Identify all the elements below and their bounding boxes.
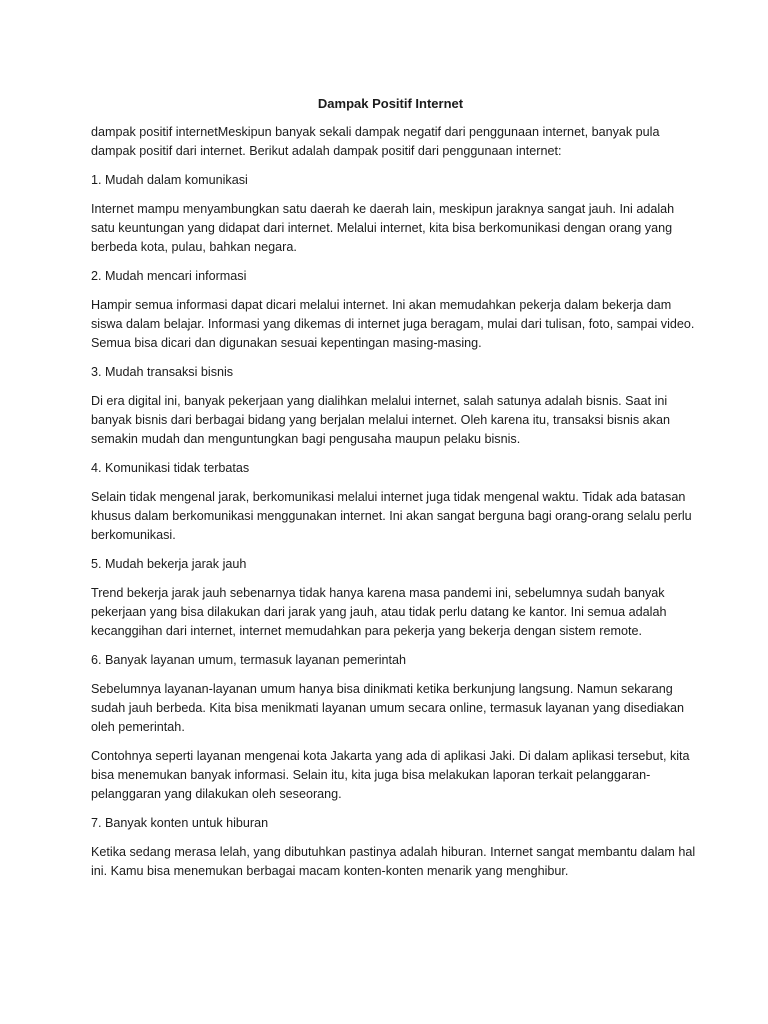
section-heading: 4. Komunikasi tidak terbatas [91,461,250,475]
section-paragraph: Selain tidak mengenal jarak, berkomunikasi melalui internet juga tidak mengenal waktu. Tidak ada batasan khusus dalam berkomunikasi menggunakan internet. Ini akan sangat berguna bagi orang-orang selalu perlu berkomunikasi. [91,490,692,542]
document-title: Dampak Positif Internet [317,96,464,111]
section-paragraph: Contohnya seperti layanan mengenai kota Jakarta yang ada di aplikasi Jaki. Di dalam aplikasi tersebut, kita bisa menemukan banyak informasi. Selain itu, kita juga bisa melakukan laporan terkait pelanggaran-pelanggaran yang dilakukan oleh seseorang. [91,749,690,801]
section-heading: 2. Mudah mencari informasi [91,269,247,283]
section-4 [91,459,698,545]
section-paragraph: Hampir semua informasi dapat dicari melalui internet. Ini akan memudahkan pekerja dalam bekerja dam siswa dalam belajar. Informasi yang dikemas di internet juga beragam, mulai dari tulisan, foto, sampai video. Semua bisa dicari dan digunakan sesuai kepentingan masing-masing. [91,298,695,350]
section-7 [91,814,698,881]
section-1 [91,171,698,257]
section-heading: 3. Mudah transaksi bisnis [91,365,234,379]
section-6 [91,651,698,804]
section-heading: 6. Banyak layanan umum, termasuk layanan pemerintah [91,653,407,667]
section-paragraph: Ketika sedang merasa lelah, yang dibutuhkan pastinya adalah hiburan. Internet sangat membantu dalam hal ini. Kamu bisa menemukan berbagai macam konten-konten menarik yang menghibur. [91,845,696,878]
section-3 [91,363,698,449]
section-heading: 1. Mudah dalam komunikasi [91,173,248,187]
section-paragraph: Internet mampu menyambungkan satu daerah ke daerah lain, meskipun jaraknya sangat jauh. Ini adalah satu keuntungan yang didapat dari internet. Melalui internet, kita bisa berkomunikasi dengan orang yang berbeda kota, pulau, bahkan negara. [91,202,675,254]
intro-paragraph: dampak positif internetMeskipun banyak sekali dampak negatif dari penggunaan internet, banyak pula dampak positif dari internet. Berikut adalah dampak positif dari penggunaan internet: [91,125,660,158]
section-heading: 5. Mudah bekerja jarak jauh [91,557,247,571]
section-2 [91,267,698,353]
section-paragraph: Di era digital ini, banyak pekerjaan yang dialihkan melalui internet, salah satunya adalah bisnis. Saat ini banyak bisnis dari berbagai bidang yang berjalan melalui internet. Oleh karena itu, transaksi bisnis akan semakin mudah dan menguntungkan bagi pengusaha maupun pelaku bisnis. [91,394,670,446]
section-paragraph: Trend bekerja jarak jauh sebenarnya tidak hanya karena masa pandemi ini, sebelumnya sudah banyak pekerjaan yang bisa dilakukan dari jarak yang jauh, atau tidak perlu datang ke kantor. Ini semua adalah kecanggihan dari internet, internet memudahkan para pekerja yang bekerja dengan sistem remote. [91,586,667,638]
section-paragraph: Sebelumnya layanan-layanan umum hanya bisa dinikmati ketika berkunjung langsung. Namun sekarang sudah jauh berbeda. Kita bisa menikmati layanan umum secara online, termasuk layanan yang disediakan oleh pemerintah. [91,682,684,734]
section-heading: 7. Banyak konten untuk hiburan [91,816,269,830]
section-5 [91,555,698,641]
